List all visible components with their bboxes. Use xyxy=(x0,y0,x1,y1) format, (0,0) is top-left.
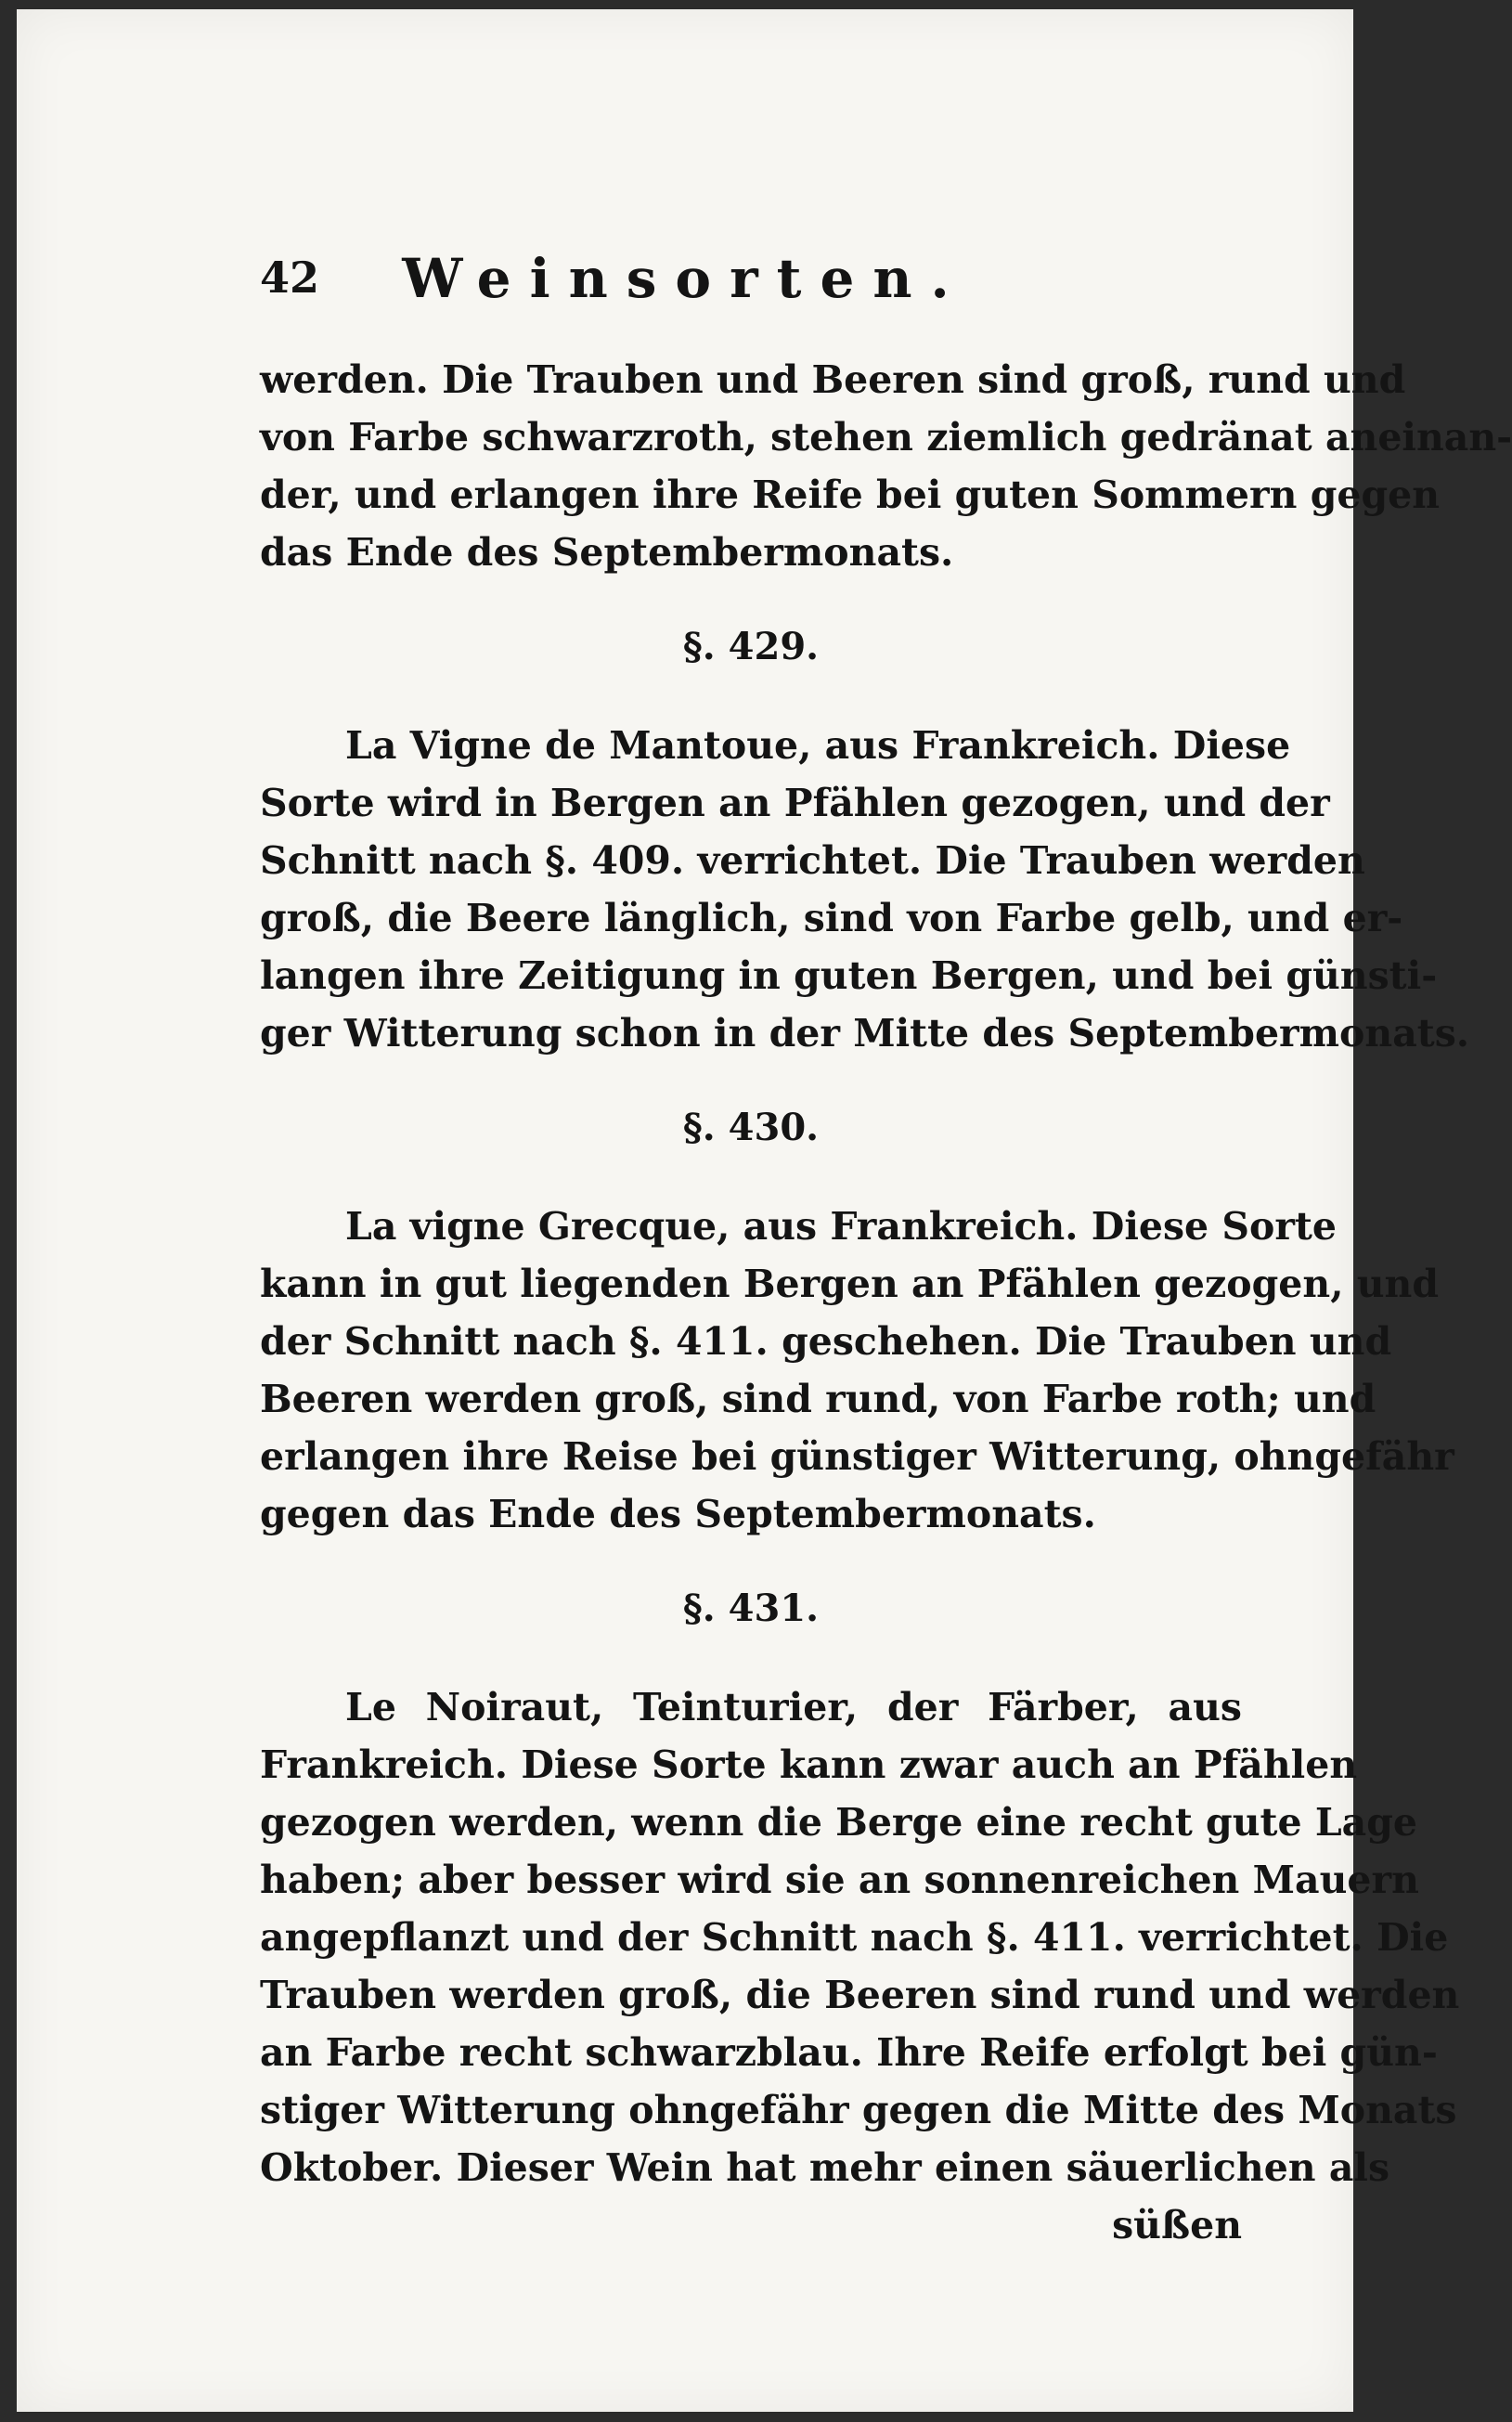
text-line: Schnitt nach §. 409. verrichtet. Die Trauben werden xyxy=(260,838,1365,883)
paragraph-continuation xyxy=(260,351,1512,581)
text-line: Oktober. Dieser Wein hat mehr einen säuerlichen als xyxy=(260,2145,1390,2190)
text-line: Le Noiraut, Teinturier, der Färber, aus xyxy=(345,1685,1242,1729)
text-line: Beeren werden groß, sind rund, von Farbe roth; und xyxy=(260,1377,1376,1421)
text-line: haben; aber besser wird sie an sonnenreichen Mauern xyxy=(260,1858,1419,1902)
text-line: gegen das Ende des Septembermonats. xyxy=(260,1492,1096,1536)
page-body xyxy=(260,351,1512,2254)
page-number: 42 xyxy=(260,253,320,303)
text-line: der Schnitt nach §. 411. geschehen. Die Trauben und xyxy=(260,1319,1392,1364)
text-line: langen ihre Zeitigung in guten Bergen, und bei günsti- xyxy=(260,953,1438,998)
text-line: das Ende des Septembermonats. xyxy=(260,530,954,575)
text-line: ger Witterung schon in der Mitte des Septembermonats. xyxy=(260,1011,1470,1056)
text-line: groß, die Beere länglich, sind von Farbe gelb, und er- xyxy=(260,896,1403,940)
text-line: der, und erlangen ihre Reife bei guten Sommern gegen xyxy=(260,473,1441,517)
text-line: La vigne Grecque, aus Frankreich. Diese Sorte xyxy=(345,1204,1338,1249)
text-line: werden. Die Trauben und Beeren sind groß, rund und xyxy=(260,357,1406,402)
text-line: kann in gut liegenden Bergen an Pfählen gezogen, und xyxy=(260,1262,1440,1306)
text-line: erlangen ihre Reise bei günstiger Witterung, ohngefähr xyxy=(260,1434,1454,1479)
text-line: Sorte wird in Bergen an Pfählen gezogen, und der xyxy=(260,781,1330,825)
paragraph-429 xyxy=(260,717,1470,1062)
page-header xyxy=(17,247,1353,317)
section-heading-430: §. 430. xyxy=(682,1106,820,1149)
paragraph-431 xyxy=(260,1678,1460,2196)
text-line: La Vigne de Mantoue, aus Frankreich. Diese xyxy=(345,723,1291,768)
text-line: Trauben werden groß, die Beeren sind rund und werden xyxy=(260,1973,1460,2017)
text-line: gezogen werden, wenn die Berge eine recht gute Lage xyxy=(260,1800,1417,1845)
text-line: Frankreich. Diese Sorte kann zwar auch an Pfählen xyxy=(260,1742,1358,1787)
catchword: süßen xyxy=(1112,2203,1242,2247)
running-title: Weinsorten. xyxy=(402,247,968,310)
text-line: an Farbe recht schwarzblau. Ihre Reife erfolgt bei gün- xyxy=(260,2030,1438,2075)
paragraph-430 xyxy=(260,1198,1454,1543)
text-line: von Farbe schwarzroth, stehen ziemlich gedränat aneinan- xyxy=(260,415,1512,460)
section-heading-431: §. 431. xyxy=(682,1587,820,1630)
section-heading-429: §. 429. xyxy=(682,625,820,668)
book-page xyxy=(17,9,1512,2412)
text-line: stiger Witterung ohngefähr gegen die Mitte des Monats xyxy=(260,2088,1457,2132)
text-line: angepflanzt und der Schnitt nach §. 411. verrichtet. Die xyxy=(260,1915,1449,1960)
